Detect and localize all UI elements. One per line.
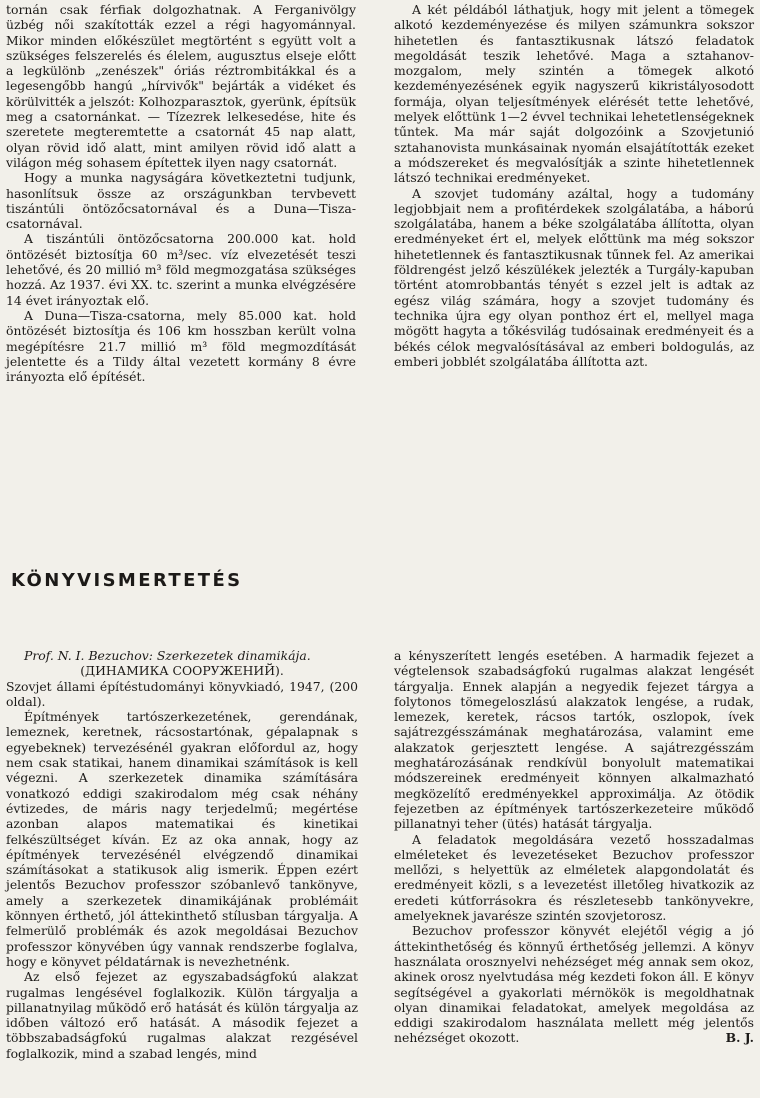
article-top-right-column — [394, 2, 754, 369]
citation-russian-title: (ДИНАМИКА СООРУЖЕНИЙ). — [80, 663, 284, 679]
review-left-column — [6, 648, 358, 1061]
paragraph — [394, 923, 754, 1045]
paragraph-text: Bezuchov professzor könyvét elejétől végig a jó áttekinthetőség és könnyű érthetőség jellemzi. A könyv használata orosznyelvi nehézséget még annak sem okoz, akinek orosz nyelvtudása még kezdeti fokon áll. E könyv segítségével a gyakorlati mérnökök is megoldhatnak olyan dinamikai feladatokat, amelyek megoldása az eddigi szakirodalom használata mellett még jelentős nehézséget okozott. — [394, 923, 754, 1046]
paragraph: A szovjet tudomány azáltal, hogy a tudomány legjobbjait nem a profitérdekek szolgálatába, a háború szolgálatába, hanem a béke szolgálatába állította, olyan eredményeket ért el, melyek előttünk ma még sokszor hihetetlennek és fantasztikusnak tűnnek fel. Az amerikai földrengést jelző készülékek jelezték a Turgály-kapuban történt atomrobbantás tényét s ezzel jelt is adtak az egész világ számára, hogy a szovjet tudomány és technika újra egy olyan ponthoz ért el, mellyel maga mögött hagyta a tőkésvilág tudósainak eredményeit és a békés célok megvalósításával az emberi boldogulás, az emberi jobblét szolgálatába állította azt. — [394, 185, 754, 369]
article-top-left-column — [6, 2, 356, 384]
paragraph: A tiszántúli öntözőcsatorna 200.000 kat. hold öntözését biztosítja 60 m³/sec. víz elvezetését teszi lehetővé, és 20 millió m³ föld megmozgatása szükséges hozzá. Az 1937. évi XX. tc. szerint a munka elvégzésére 14 évet irányoztak elő. — [6, 231, 356, 308]
paragraph: a kényszerített lengés esetében. A harmadik fejezet a végtelensok szabadságfokú rugalmas alakzat lengését tárgyalja. Ennek alapján a negyedik fejezet tárgya a folytonos tömegeloszlású alakzatok lengése, a rudak, lemezek, keretek, rácsos tartók, oszlopok, ívek sajátrezgésszámának meghatározása, valamint eme alakzatok gerjesztett lengése. A sajátrezgésszám meghatározásának rendkívül bonyolult matematikai módszereinek eredményeit könnyen alkalmazható megközelítő eredményekkel approximálja. Az ötödik fejezetben az építmények tartószerkezeteire működő pillanatnyi teher (ütés) hatását tárgyalja. — [394, 648, 754, 832]
paragraph: A feladatok megoldására vezető hosszadalmas elméleteket és levezetéseket Bezuchov professzor mellőzi, s helyettük az elméletek alapgondolatát és eredményeit közli, s a levezetést illetőleg hivatkozik az eredeti kútforrásokra és részletesebb tankönyvekre, amelyeknek javarésze szintén szovjetorosz. — [394, 831, 754, 924]
citation-publisher: Szovjet állami építéstudományi könyvkiadó, 1947, (200 oldal). — [6, 678, 358, 709]
paragraph: Hogy a munka nagyságára következtetni tudjunk, hasonlítsuk össze az országunkban tervbevett tiszántúli öntözőcsatornával és a Duna—Tisza-csatornával. — [6, 170, 356, 232]
paragraph: Építmények tartószerkezetének, gerendának, lemeznek, keretnek, rácsostartónak, gépalapnak s egyebeknek) tervezésénél gyakran előfordul az, hogy nem csak statikai, hanem dinamikai számítások is kell végezni. A szerkezetek dinamika számítására vonatkozó eddigi szakirodalom még csak néhány évtizedes, de máris nagy terjedelmű; megértése azonban alapos matematikai és kinetikai felkészültséget kíván. Ez az oka annak, hogy az építmények tervezésénél elvégzendő dinamikai számításokat a statikusok alig ismerik. Éppen ezért jelentős Bezuchov professzor szóbanlevő tankönyve, amely a szerkezetek dinamikájának problémáit könnyen érthető, jól áttekinthető stílusban tárgyalja. A felmerülő problémák és azok megoldásai Bezuchov professzor könyvében úgy vannak rendszerbe foglalva, hogy e könyvet példatárnak is nevezhetnénk. — [6, 709, 358, 969]
paragraph: A Duna—Tisza-csatorna, mely 85.000 kat. hold öntözését biztosítja és 106 km hosszban került volna megépítésre 21.7 millió m³ föld megmozdítását jelentette és a Tildy által vezetett kormány 8 évre irányozta elő építését. — [6, 307, 356, 385]
paragraph: tornán csak férfiak dolgozhatnak. A Ferganivölgy üzbég női szakították ezzel a régi hagyománnyal. Mikor minden előkészület megtörtént s együtt volt a szükséges felszerelés és élelem, augusztus elseje előtt a legkülönb „zenészek" óriás réztrombitákkal és a legesengőbb hangú „hírvivők" bejárták a vidéket és körülvitték a jelszót: Kolhozparasztok, gyerünk, építsük meg a csatornánkat. — Tízezrek lelkesedése, hite és szeretete megteremtette a csatornát 45 nap alatt, olyan rövid idő alatt, mint amilyen rövid idő alatt a világon még sohasem építettek ilyen nagy csatornát. — [6, 2, 356, 170]
reviewer-signature: B. J. — [725, 1030, 754, 1046]
citation-author-title: Prof. N. I. Bezuchov: Szerkezetek dinamikája. — [24, 648, 311, 663]
section-heading: KÖNYVISMERTETÉS — [11, 570, 243, 591]
review-right-column — [394, 648, 754, 1046]
paragraph: Az első fejezet az egyszabadságfokú alakzat rugalmas lengésével foglalkozik. Külön tárgyalja a pillanatnyilag működő erő hatását és külön tárgyalja az időben változó erő hatását. A második fejezet a többszabadságfokú rugalmas alakzat rezgésével foglalkozik, mind a szabad lengés, mind — [6, 969, 358, 1061]
paragraph: A két példából láthatjuk, hogy mit jelent a tömegek alkotó kezdeményezése és milyen számunkra sokszor hihetetlen és fantasztikusnak látszó feladatok megoldását teszik lehetővé. Maga a sztahanov-mozgalom, mely szintén a tömegek alkotó kezdeményezésének egyik nagyszerű kikristályosodott formája, olyan teljesítmények elérését tette lehetővé, melyek előttünk 1—2 évvel technikai lehetetlenségeknek tűntek. Ma már saját dolgozóink a Szovjetunió sztahanovista munkásainak nyomán elsajátították ezeket a módszereket és megvalósítják a szinte hihetetlennek látszó technikai eredményeket. — [394, 2, 754, 186]
